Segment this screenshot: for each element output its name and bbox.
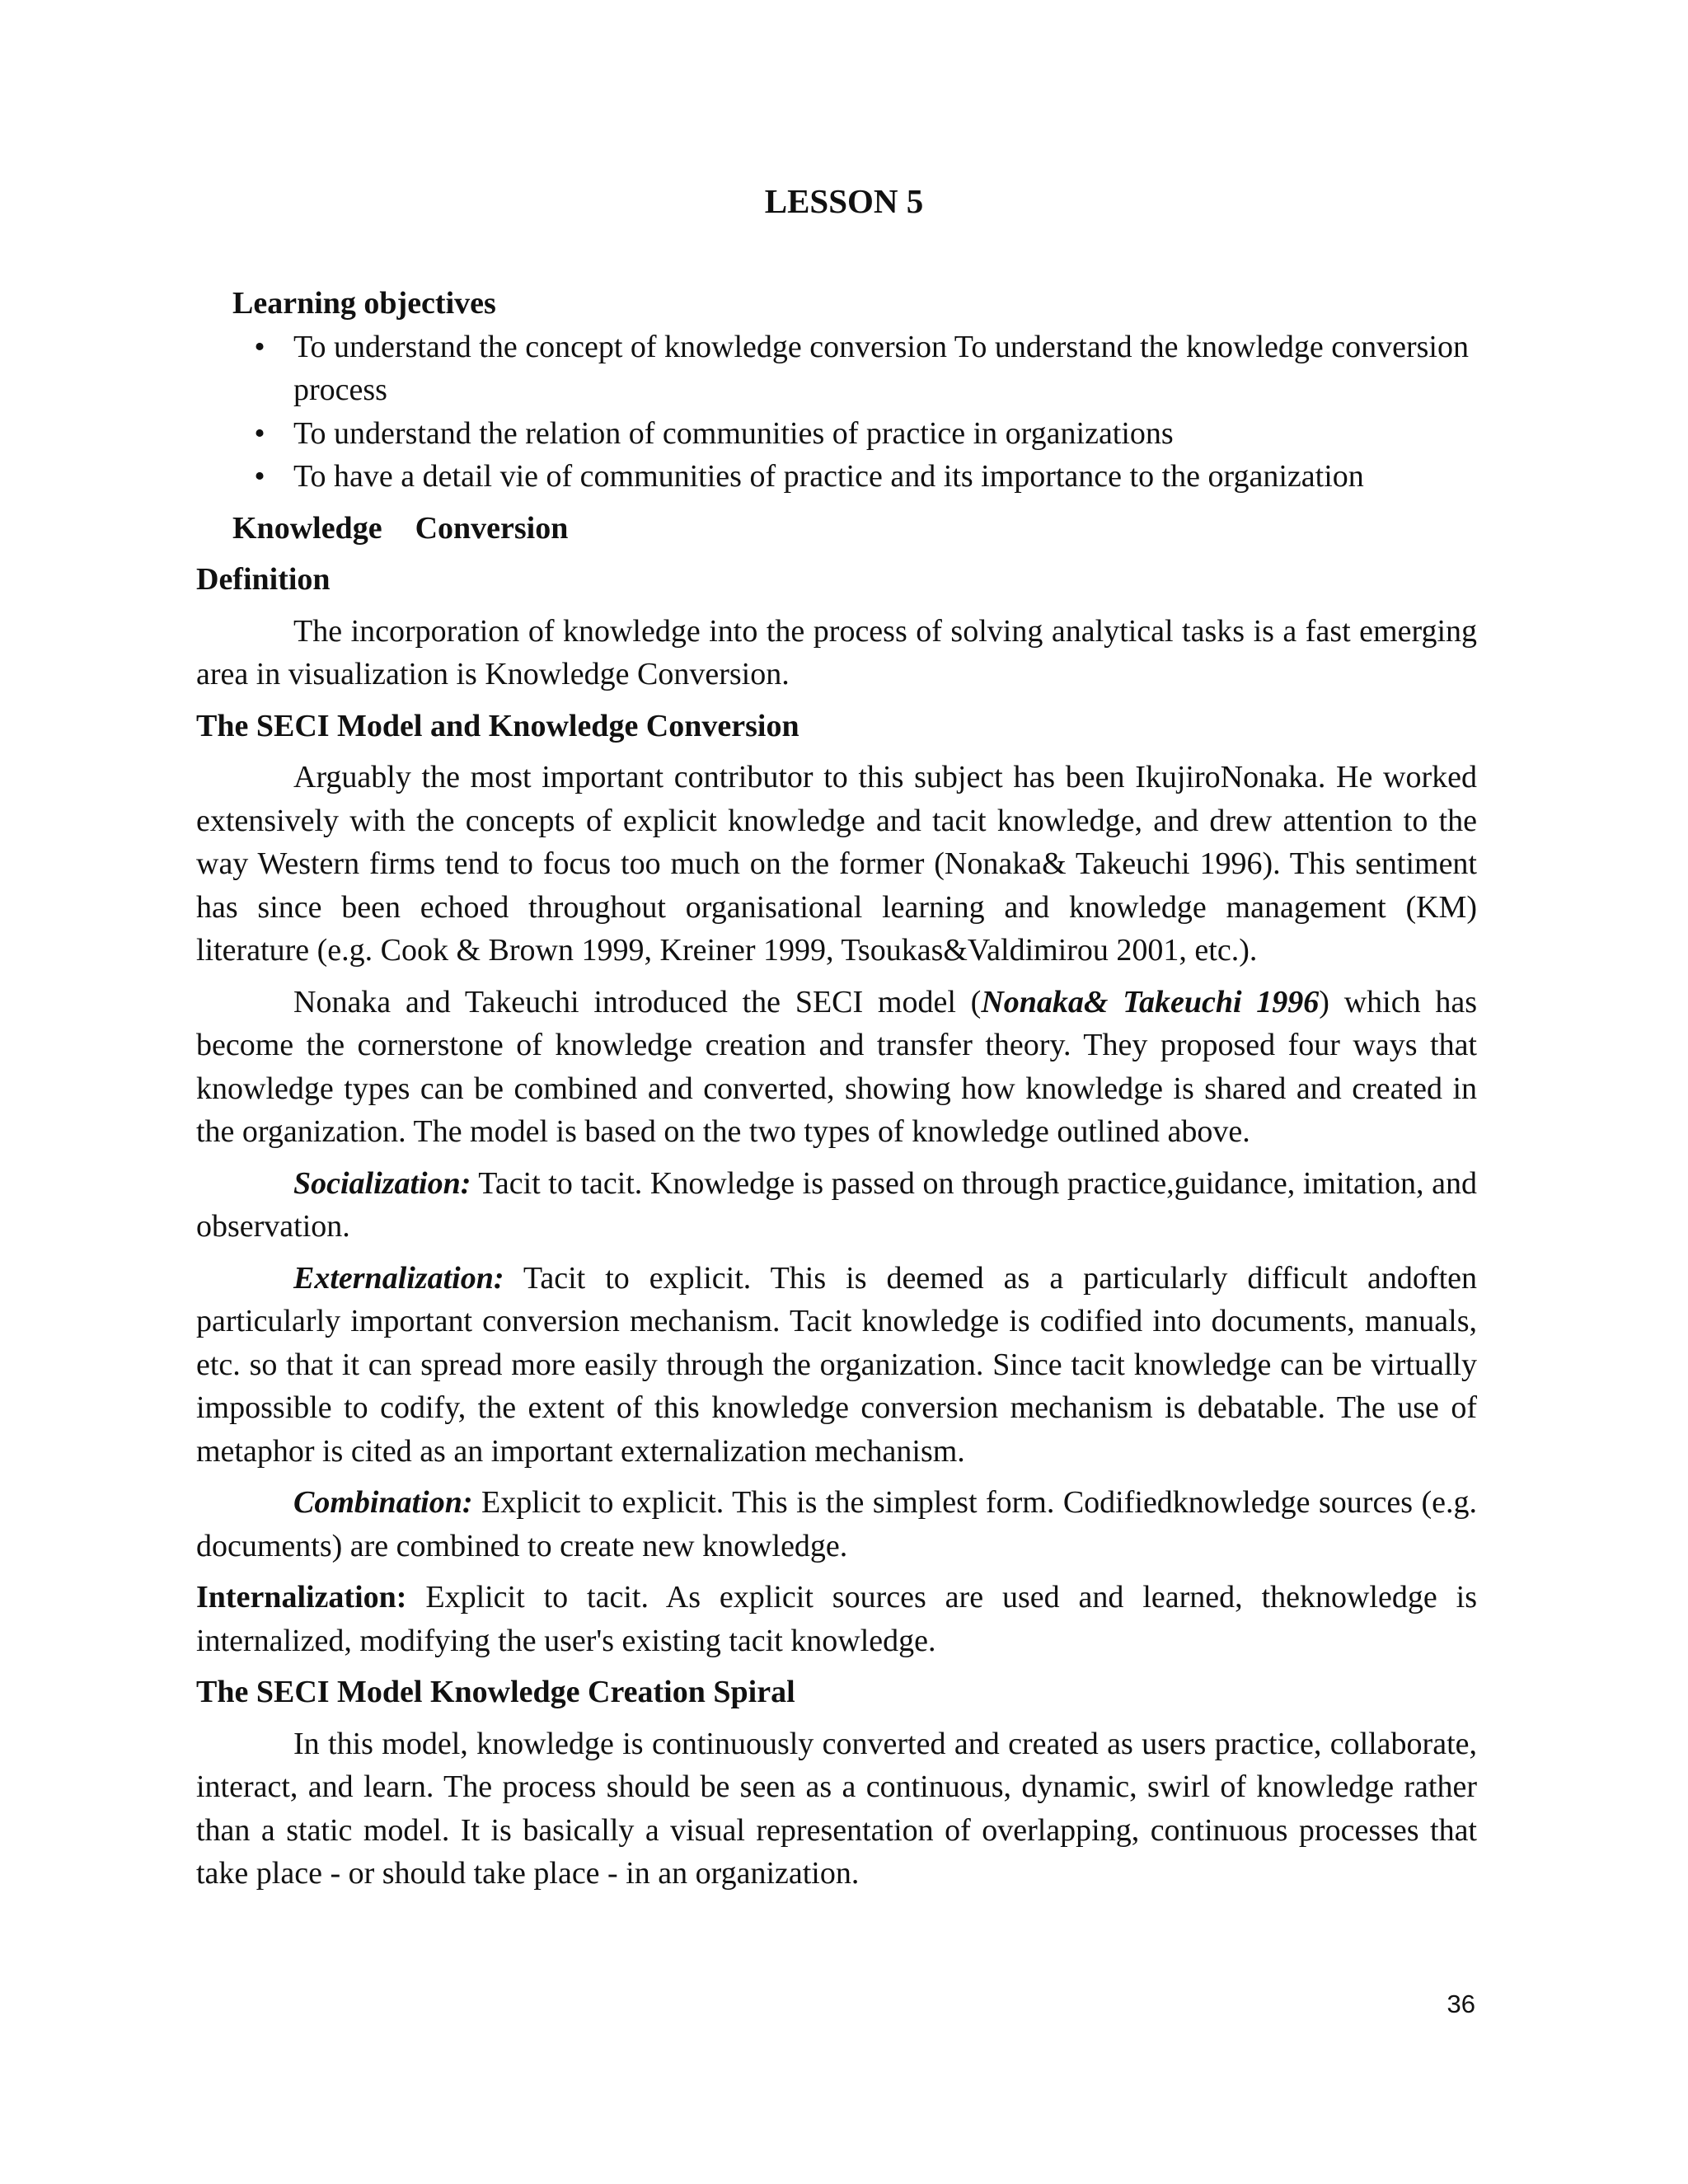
mode-label: Internalization: <box>196 1580 407 1615</box>
list-item <box>196 455 1477 499</box>
definition-paragraph: The incorporation of knowledge into the process of solving analytical tasks is a fast emerging area in visualization is Knowledge Conversion. <box>196 613 1477 691</box>
mode-text: Explicit to tacit. As explicit sources are used and learned, theknowledge is internalized, modifying the user's existing tacit knowledge. <box>196 1580 1477 1658</box>
page-number: 36 <box>1447 1990 1475 2018</box>
knowledge-conversion-heading <box>196 507 1477 551</box>
seci-paragraph-1: Arguably the most important contributor to this subject has been IkujiroNonaka. He worked extensively with the concepts of explicit knowledge and tacit knowledge, and drew attention to the way Western firms tend to focus too much on the former (Nonaka& Takeuchi 1996). This sentiment has since been echoed throughout organisational learning and knowledge management (KM) literature (e.g. Cook & Brown 1999, Kreiner 1999, Tsoukas&Valdimirou 2001, etc.). <box>196 760 1477 968</box>
socialization-paragraph <box>196 1162 1477 1249</box>
page-content <box>196 282 1477 1896</box>
mode-label: Socialization: <box>293 1165 471 1201</box>
mode-text: Tacit to explicit. This is deemed as a particularly difficult andoften particularly important conversion mechanism. Tacit knowledge is codified into documents, manuals, etc. so that it can spread more easily through the organization. Since tacit knowledge can be virtually impossible to codify, the extent of this knowledge conversion mechanism is debatable. The use of metaphor is cited as an important externalization mechanism. <box>196 1260 1477 1469</box>
definition-heading: Definition <box>196 562 331 597</box>
internalization-paragraph <box>196 1576 1477 1662</box>
seci-paragraph-2 <box>196 981 1477 1154</box>
objective-text: To understand the concept of knowledge conversion To understand the knowledge conversion process <box>293 329 1469 407</box>
learning-objectives-heading: Learning objectives <box>232 286 496 321</box>
lesson-title: LESSON 5 <box>764 182 924 220</box>
paragraph-text: ) which has become the cornerstone of knowledge creation and transfer theory. They proposed four ways that knowledge types can be combined and converted, showing how knowledge is shared and created in the organization. The model is based on the two types of knowledge outlined above. <box>196 984 1477 1149</box>
bullet-icon: • <box>254 329 265 364</box>
bullet-icon: • <box>254 415 265 451</box>
objective-text: To understand the relation of communities of practice in organizations <box>293 415 1174 451</box>
heading-part: Knowledge <box>232 510 382 546</box>
list-item <box>196 412 1477 456</box>
heading-part: Conversion <box>415 510 569 546</box>
list-item <box>196 326 1477 412</box>
spiral-paragraph: In this model, knowledge is continuously converted and created as users practice, collaborate, interact, and learn. The process should be seen as a continuous, dynamic, swirl of knowledge rather than a static model. It is basically a visual representation of overlapping, continuous processes that take place - or should take place - in an organization. <box>196 1726 1477 1891</box>
mode-text: Explicit to explicit. This is the simplest form. Codifiedknowledge sources (e.g. documents) are combined to create new knowledge. <box>196 1485 1477 1563</box>
externalization-paragraph <box>196 1257 1477 1474</box>
seci-heading: The SECI Model and Knowledge Conversion <box>196 708 799 743</box>
objective-text: To have a detail vie of communities of practice and its importance to the organization <box>293 459 1364 494</box>
mode-text: Tacit to tacit. Knowledge is passed on through practice,guidance, imitation, and observation. <box>196 1165 1477 1244</box>
mode-label: Externalization: <box>293 1260 504 1296</box>
spiral-heading: The SECI Model Knowledge Creation Spiral <box>196 1675 795 1709</box>
combination-paragraph <box>196 1481 1477 1568</box>
bullet-icon: • <box>254 459 265 494</box>
mode-label: Combination: <box>293 1485 473 1520</box>
paragraph-text: Nonaka and Takeuchi introduced the SECI model ( <box>293 984 982 1019</box>
citation: Nonaka& Takeuchi 1996 <box>981 984 1320 1019</box>
objectives-list <box>196 326 1477 499</box>
